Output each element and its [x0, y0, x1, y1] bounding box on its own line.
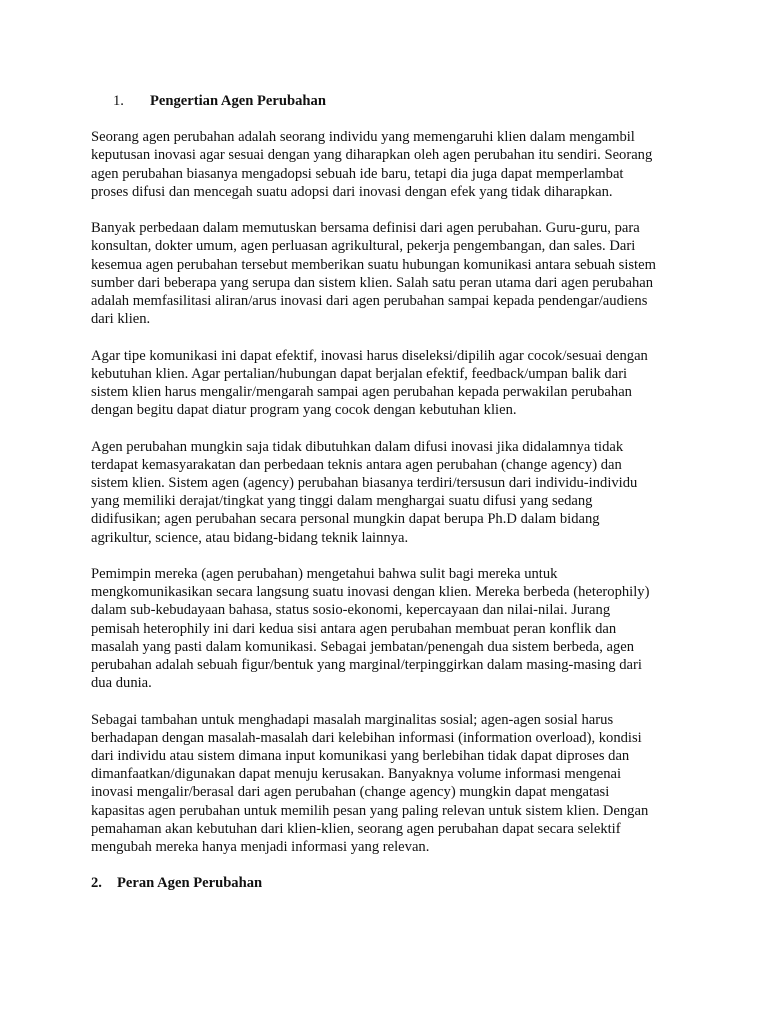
text-line: Pemimpin mereka (agen perubahan) mengetahui bahwa sulit bagi mereka untuk: [91, 566, 558, 583]
document-page: [91, 92, 681, 893]
section-number: 2.: [91, 875, 102, 892]
text-line: sistem klien. Sistem agen (agency) perubahan biasanya terdiri/tersusun dari individu-individu: [91, 475, 638, 492]
text-line: dengan begitu dapat diatur program yang cocok dengan kebutuhan klien.: [91, 402, 517, 419]
paragraph-6: [91, 711, 681, 857]
section-heading-1: [91, 92, 681, 110]
text-line: berhadapan dengan masalah-masalah dari kelebihan informasi (information overload), kondisi: [91, 729, 642, 746]
text-line: Agen perubahan mungkin saja tidak dibutuhkan dalam difusi inovasi jika didalamnya tidak: [91, 438, 624, 455]
text-line: yang memiliki derajat/tingkat yang tinggi dalam menghargai suatu difusi yang sedang: [91, 493, 593, 510]
text-line: kesemua agen perubahan tersebut memberikan suatu hubungan komunikasi antara sebuah sistem: [91, 256, 656, 273]
text-line: dimanfaatkan/digunakan dapat menuju kerusakan. Banyaknya volume informasi mengenai: [91, 766, 622, 783]
paragraph-3: [91, 347, 681, 420]
text-line: dua dunia.: [91, 675, 152, 692]
text-line: kebutuhan klien. Agar pertalian/hubungan dapat berjalan efektif, feedback/umpan balik dari: [91, 365, 628, 382]
text-line: terdapat kemasyarakatan dan perbedaan teknis antara agen perubahan (change agency) dan: [91, 456, 622, 473]
text-line: perubahan adalah sebuah figur/bentuk yang marginal/terpinggirkan dalam masing-masing dari: [91, 657, 642, 674]
text-line: Banyak perbedaan dalam memutuskan bersama definisi dari agen perubahan. Guru-guru, para: [91, 220, 640, 237]
text-line: dalam sub-kebudayaan bahasa, status sosio-ekonomi, kepercayaan dan nilai-nilai. Jurang: [91, 602, 611, 619]
text-line: inovasi mengalir/berasal dari agen perubahan (change agency) mungkin dapat mengatasi: [91, 784, 610, 801]
text-line: Agar tipe komunikasi ini dapat efektif, inovasi harus diseleksi/dipilih agar cocok/sesuai dengan: [91, 347, 648, 364]
text-line: agrikultur, science, atau bidang-bidang teknik lainnya.: [91, 529, 409, 546]
section-title: Pengertian Agen Perubahan: [150, 93, 326, 109]
text-line: dari individu atau sistem dimana input komunikasi yang berlebihan tidak dapat diproses dan: [91, 748, 630, 765]
text-line: mengkomunikasikan secara langsung suatu inovasi dengan klien. Mereka berbeda (heterophily): [91, 584, 650, 601]
section-title: Peran Agen Perubahan: [117, 875, 263, 892]
section-number: 1.: [113, 93, 124, 109]
text-line: dari klien.: [91, 311, 151, 328]
text-line: pemisah heterophily ini dari kedua sisi antara agen perubahan membuat peran konflik dan: [91, 620, 617, 637]
text-line: mengubah mereka hanya menjadi informasi yang relevan.: [91, 839, 430, 856]
text-line: sumber dari beberapa yang serupa dan sistem klien. Salah satu peran utama dari agen perubahan: [91, 274, 654, 291]
text-line: proses difusi dan mencegah suatu adopsi dari inovasi dengan efek yang tidak diharapkan.: [91, 183, 613, 200]
text-line: pemahaman akan kebutuhan dari klien-klien, seorang agen perubahan dapat secara selektif: [91, 820, 621, 837]
text-line: kapasitas agen perubahan untuk memilih pesan yang paling relevan untuk sistem klien. Dengan: [91, 802, 649, 819]
paragraph-1: [91, 128, 681, 201]
paragraph-2: [91, 219, 681, 328]
paragraph-4: [91, 438, 681, 547]
text-line: masalah yang pasti dalam komunikasi. Sebagai jembatan/penengah dua sistem berbeda, agen: [91, 638, 635, 655]
text-line: Seorang agen perubahan adalah seorang individu yang memengaruhi klien dalam mengambil: [91, 129, 635, 146]
text-line: agen perubahan biasanya mengadopsi sebuah ide baru, tetapi dia juga dapat memperlambat: [91, 165, 624, 182]
section-heading-2: [91, 874, 681, 892]
text-line: adalah memfasilitasi aliran/arus inovasi dari agen perubahan sampai kepada pendengar/audiens: [91, 293, 648, 310]
text-line: sistem klien harus mengalir/mengarah sampai agen perubahan kepada perwakilan perubahan: [91, 384, 632, 401]
text-line: konsultan, dokter umum, agen perluasan agrikultural, pekerja pengembangan, dan sales. Dari: [91, 238, 636, 255]
text-line: didifusikan; agen perubahan secara personal mungkin dapat berupa Ph.D dalam bidang: [91, 511, 600, 528]
text-line: Sebagai tambahan untuk menghadapi masalah marginalitas sosial; agen-agen sosial harus: [91, 711, 614, 728]
text-line: keputusan inovasi agar sesuai dengan yang diharapkan oleh agen perubahan itu sendiri. Seorang: [91, 147, 653, 164]
paragraph-5: [91, 565, 681, 692]
